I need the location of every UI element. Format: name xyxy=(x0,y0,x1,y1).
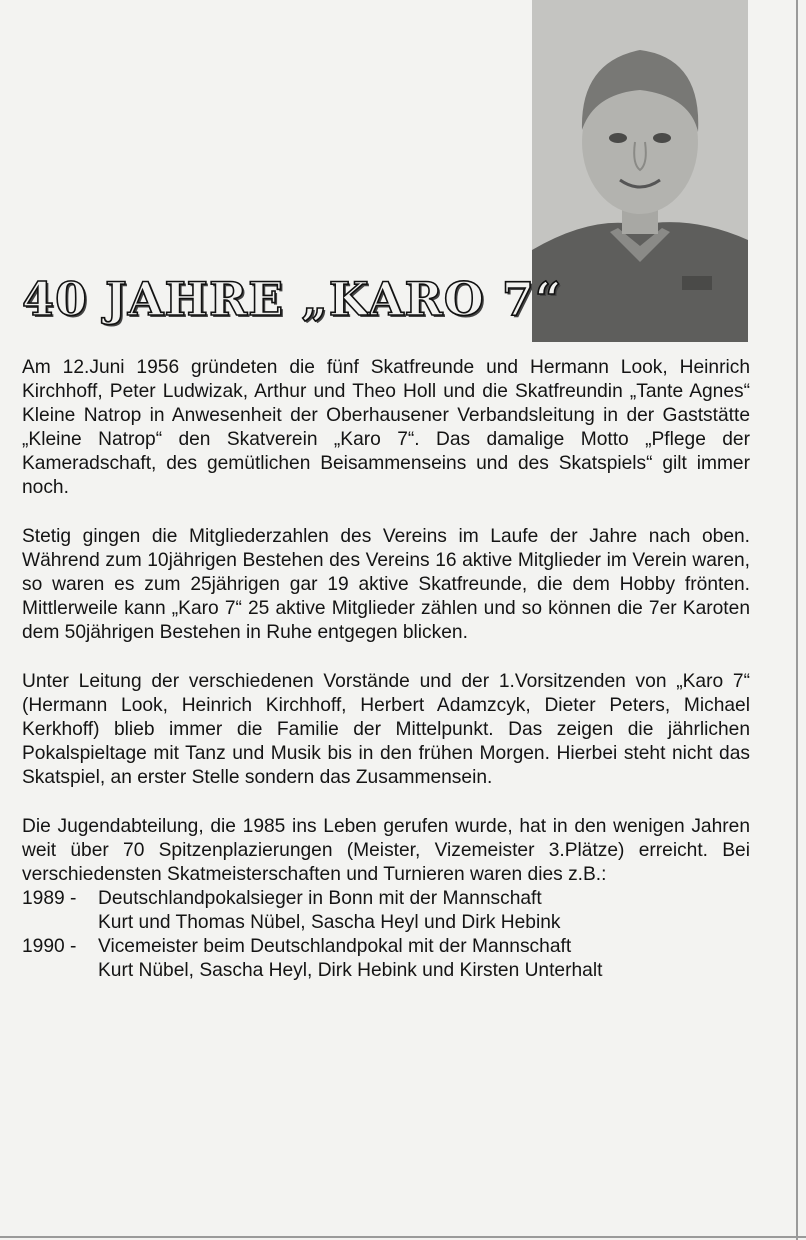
portrait-photo-icon xyxy=(532,0,748,342)
paragraph-founding: Am 12.Juni 1956 gründeten die fünf Skatfreunde und Hermann Look, Heinrich Kirchhoff, Peter Ludwizak, Arthur und Theo Holl und die Skatfreundin „Tante Agnes“ Kleine Natrop in Anwesenheit der Oberhausener Verbandsleitung in der Gaststätte „Kleine Natrop“ den Skatverein „Karo 7“. Das damalige Motto „Pflege der Kameradschaft, des gemütlichen Beisammenseins und des Skatspiels“ gilt immer noch. xyxy=(22,357,750,498)
right-border-line xyxy=(796,0,798,1240)
achievement-title: Vicemeister beim Deutschlandpokal mit der Mannschaft xyxy=(98,936,572,957)
bottom-border-line xyxy=(0,1236,806,1238)
achievement-year: 1989 - xyxy=(22,888,77,909)
achievement-title: Deutschlandpokalsieger in Bonn mit der Mannschaft xyxy=(98,888,542,909)
achievement-year: 1990 - xyxy=(22,936,77,957)
article-title: 40 JAHRE „KARO 7“ xyxy=(22,272,563,326)
achievement-1989 xyxy=(22,887,750,935)
paragraph-youth: Die Jugendabteilung, die 1985 ins Leben gerufen wurde, hat in den wenigen Jahren weit über 70 Spitzenplazierungen (Meister, Vizemeister 3.Plätze) erreicht. Bei verschiedensten Skatmeisterschaften und Turnieren waren dies z.B.: xyxy=(22,816,750,885)
achievement-team: Kurt und Thomas Nübel, Sascha Heyl und Dirk Hebink xyxy=(98,912,561,933)
paragraph-leadership: Unter Leitung der verschiedenen Vorstände und der 1.Vorsitzenden von „Karo 7“ (Hermann Look, Heinrich Kirchhoff, Herbert Adamzcyk, Dieter Peters, Michael Kerkhoff) blieb immer die Familie der Mittelpunkt. Das zeigen die jährlichen Pokalspieltage mit Tanz und Musik bis in den frühen Morgen. Hierbei steht nicht das Skatspiel, an erster Stelle sondern das Zusammensein. xyxy=(22,671,750,788)
achievement-description xyxy=(98,935,750,983)
portrait-photo xyxy=(532,0,748,342)
achievement-team: Kurt Nübel, Sascha Heyl, Dirk Hebink und Kirsten Unterhalt xyxy=(98,960,603,981)
achievement-description xyxy=(98,887,750,935)
article-body xyxy=(22,356,750,983)
achievement-1990 xyxy=(22,935,750,983)
paragraph-membership: Stetig gingen die Mitgliederzahlen des Vereins im Laufe der Jahre nach oben. Während zum 10jährigen Bestehen des Vereins 16 aktive Mitglieder im Verein waren, so waren es zum 25jährigen gar 19 aktive Skatfreunde, die dem Hobby frönten. Mittlerweile kann „Karo 7“ 25 aktive Mitglieder zählen und so können die 7er Karoten dem 50jährigen Bestehen in Ruhe entgegen blicken. xyxy=(22,526,750,643)
